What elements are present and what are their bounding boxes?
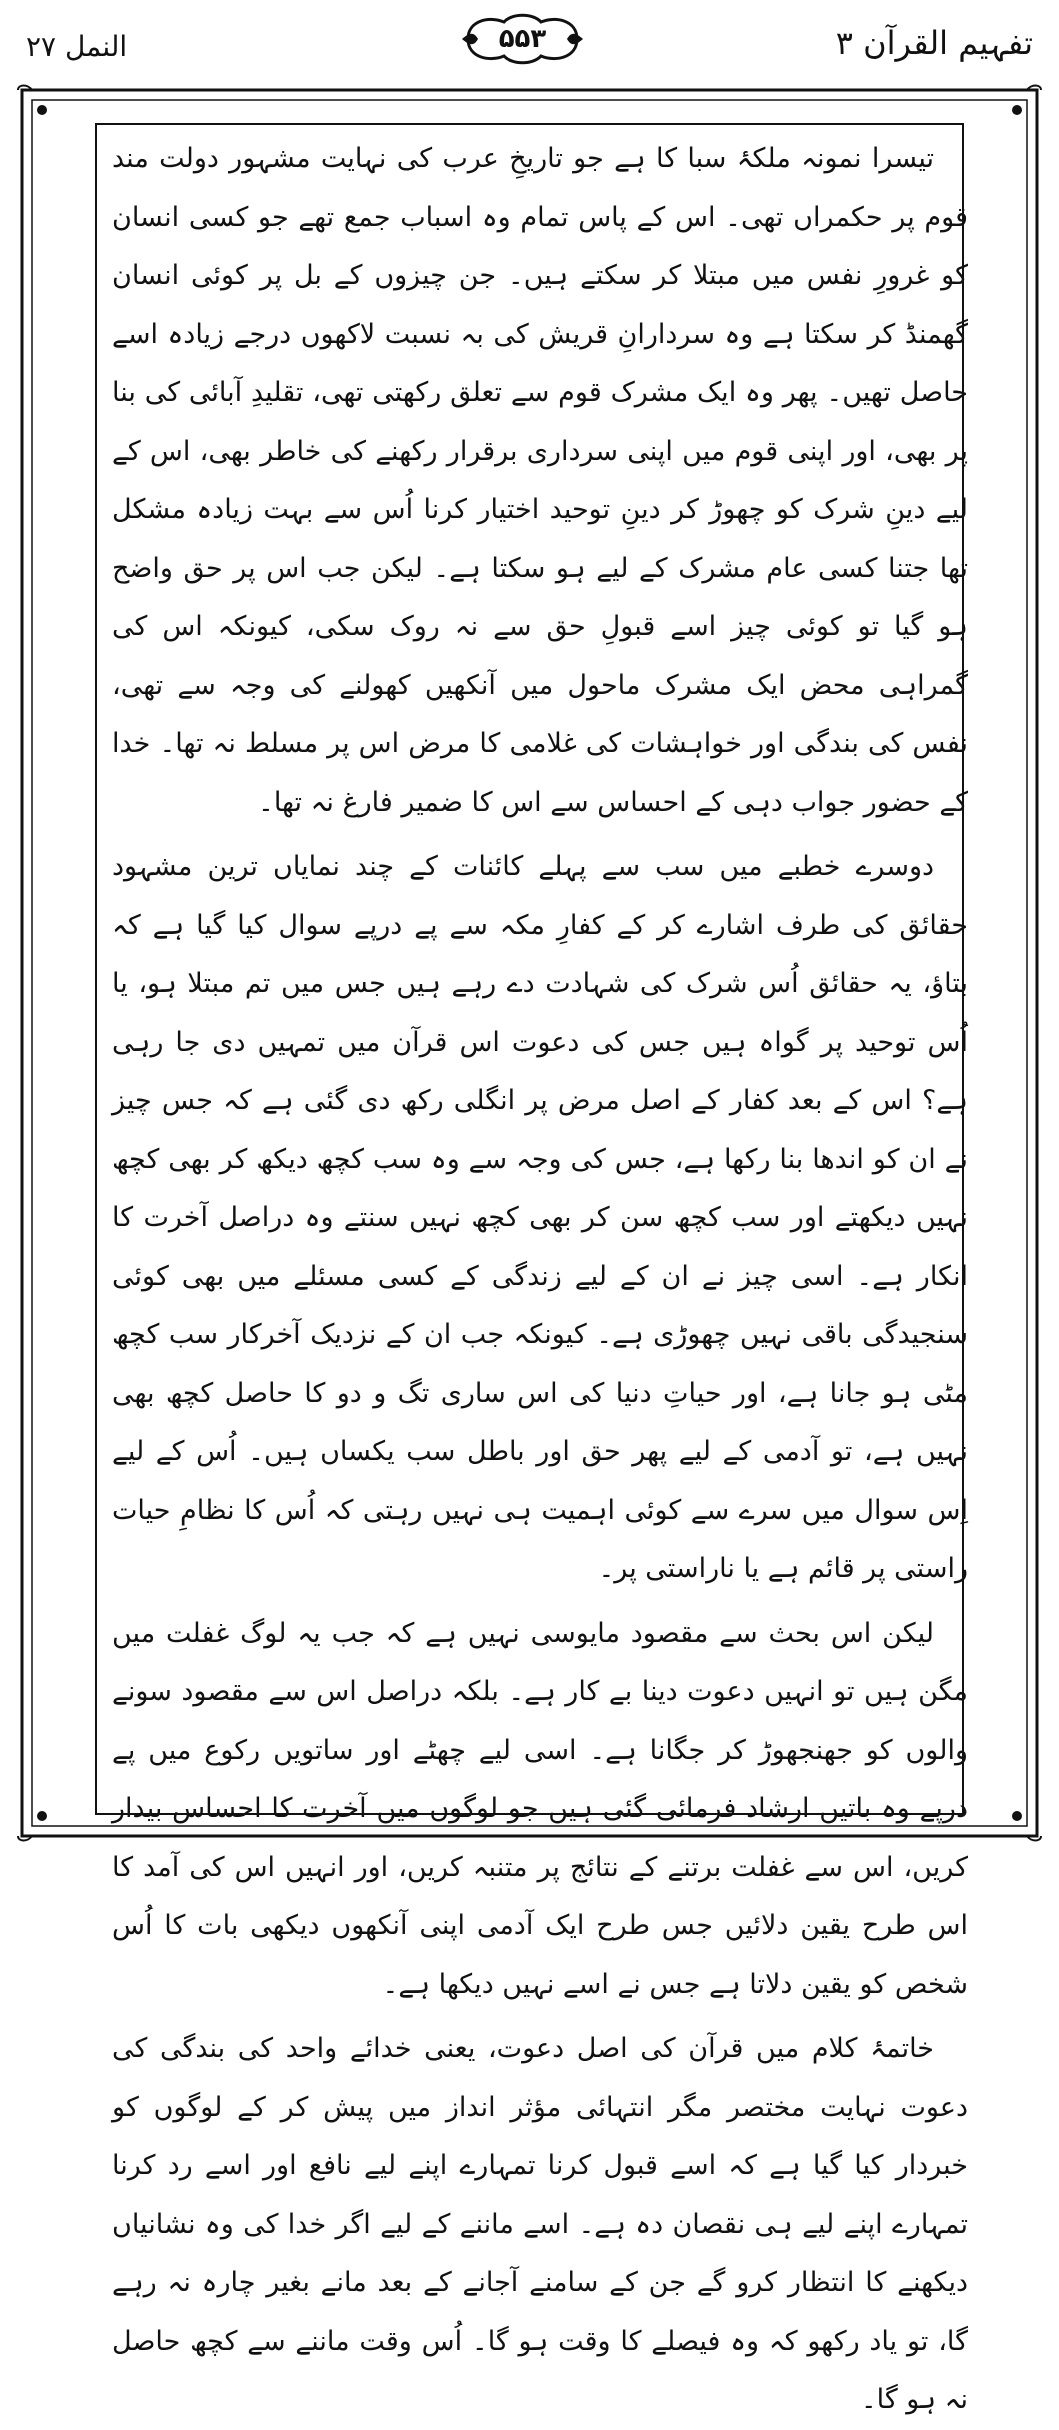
page-number-ornament xyxy=(460,10,585,68)
paragraph-2: دوسرے خطبے میں سب سے پہلے کائنات کے چند نمایاں ترین مشہود حقائق کی طرف اشارے کر کے کفارِ مکہ سے پے درپے سوال کیا گیا ہے کہ بتاؤ، یہ حقائق اُس شرک کی شہادت دے رہے ہیں جس میں تم مبتلا ہو، یا اُس توحید پر گواہ ہیں جس کی دعوت اس قرآن میں تمہیں دی جا رہی ہے؟ اس کے بعد کفار کے اصل مرض پر انگلی رکھ دی گئی ہے کہ جس چیز نے ان کو اندھا بنا رکھا ہے، جس کی وجہ سے وہ سب کچھ دیکھ کر بھی کچھ نہیں دیکھتے اور سب کچھ سن کر بھی کچھ نہیں سنتے وہ دراصل آخرت کا انکار ہے۔ اسی چیز نے ان کے لیے زندگی کے کسی مسئلے میں بھی کوئی سنجیدگی باقی نہیں چھوڑی ہے۔ کیونکہ جب ان کے نزدیک آخرکار سب کچھ مٹی ہو جانا ہے، اور حیاتِ دنیا کی اس ساری تگ و دو کا حاصل کچھ بھی نہیں ہے، تو آدمی کے لیے پھر حق اور باطل سب یکساں ہیں۔ اُس کے لیے اِس سوال میں سرے سے کوئی اہمیت ہی نہیں رہتی کہ اُس کا نظامِ حیات راستی پر قائم ہے یا ناراستی پر۔ xyxy=(112,851,968,1584)
book-title: تفہیم القرآن ۳ xyxy=(835,24,1033,62)
surah-reference: النمل ۲۷ xyxy=(26,30,128,63)
main-text xyxy=(112,130,968,2415)
paragraph-1: تیسرا نمونہ ملکۂ سبا کا ہے جو تاریخِ عرب کی نہایت مشہور دولت مند قوم پر حکمراں تھی۔ اس کے پاس تمام وہ اسباب جمع تھے جو کسی انسان کو غرورِ نفس میں مبتلا کر سکتے ہیں۔ جن چیزوں کے بل پر کوئی انسان گھمنڈ کر سکتا ہے وہ سردارانِ قریش کی بہ نسبت لاکھوں درجے زیادہ اسے حاصل تھیں۔ پھر وہ ایک مشرک قوم سے تعلق رکھتی تھی، تقلیدِ آبائی کی بنا پر بھی، اور اپنی قوم میں اپنی سرداری برقرار رکھنے کی خاطر بھی، اس کے لیے دینِ شرک کو چھوڑ کر دینِ توحید اختیار کرنا اُس سے بہت زیادہ مشکل تھا جتنا کسی عام مشرک کے لیے ہو سکتا ہے۔ لیکن جب اس پر حق واضح ہو گیا تو کوئی چیز اسے قبولِ حق سے نہ روک سکی، کیونکہ اس کی گمراہی محض ایک مشرک ماحول میں آنکھیں کھولنے کی وجہ سے تھی، نفس کی بندگی اور خواہشات کی غلامی کا مرض اس پر مسلط نہ تھا۔ خدا کے حضور جواب دہی کے احساس سے اس کا ضمیر فارغ نہ تھا۔ xyxy=(112,143,968,818)
paragraph-4: خاتمۂ کلام میں قرآن کی اصل دعوت، یعنی خدائے واحد کی بندگی کی دعوت نہایت مختصر مگر انتہائی مؤثر انداز میں پیش کر کے لوگوں کو خبردار کیا گیا ہے کہ اسے قبول کرنا تمہارے اپنے لیے نافع اور اسے رد کرنا تمہارے اپنے لیے ہی نقصان دہ ہے۔ اسے ماننے کے لیے اگر خدا کی وہ نشانیاں دیکھنے کا انتظار کرو گے جن کے سامنے آجانے کے بعد مانے بغیر چارہ نہ رہے گا، تو یاد رکھو کہ وہ فیصلے کا وقت ہو گا۔ اُس وقت ماننے سے کچھ حاصل نہ ہو گا۔ xyxy=(112,2033,968,2415)
page-header xyxy=(0,0,1059,82)
page-number: ۵۵۳ xyxy=(498,24,547,54)
paragraph-3: لیکن اس بحث سے مقصود مایوسی نہیں ہے کہ جب یہ لوگ غفلت میں مگن ہیں تو انہیں دعوت دینا بے کار ہے۔ بلکہ دراصل اس سے مقصود سونے والوں کو جھنجھوڑ کر جگانا ہے۔ اسی لیے چھٹے اور ساتویں رکوع میں پے درپے وہ باتیں ارشاد فرمائی گئی ہیں جو لوگوں میں آخرت کا احساس بیدار کریں، اس سے غفلت برتنے کے نتائج پر متنبہ کریں، اور انہیں اس کی آمد کا اس طرح یقین دلائیں جس طرح ایک آدمی اپنی آنکھوں دیکھی بات کا اُس شخص کو یقین دلاتا ہے جس نے اسے نہیں دیکھا ہے۔ xyxy=(112,1617,968,2000)
